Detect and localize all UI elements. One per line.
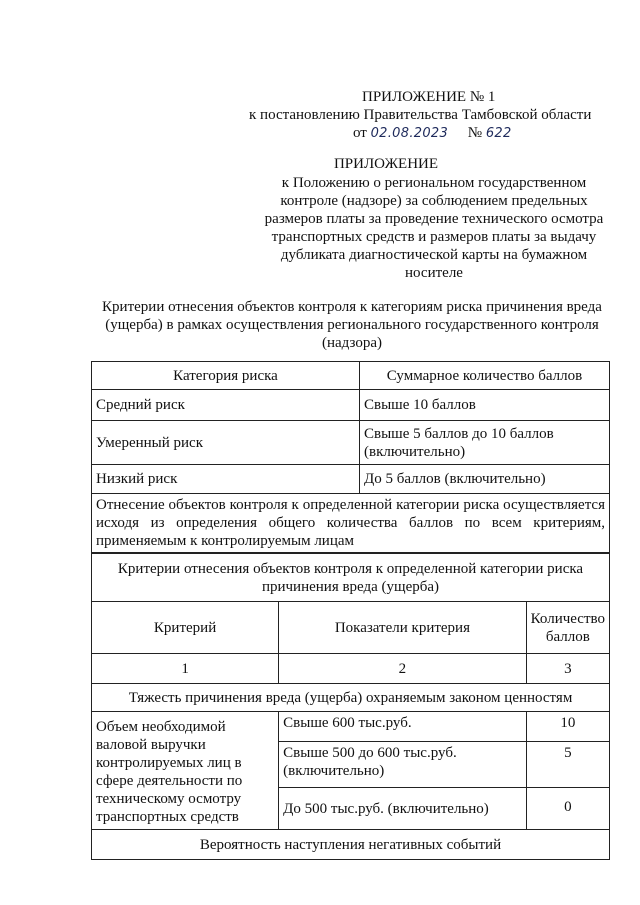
main-title-line: (ущерба) в рамках осуществления регионального государственного контроля	[105, 317, 599, 333]
criteria-header-score: Количество баллов	[526, 602, 609, 654]
indicator-text: До 500 тыс.руб. (включительно)	[279, 788, 526, 830]
main-title-line: Критерии отнесения объектов контроля к категориям риска причинения вреда	[102, 299, 602, 315]
indicator-score: 5	[526, 742, 609, 788]
risk-category-table	[91, 361, 610, 553]
sub-appendix-text	[248, 174, 620, 282]
criteria-table-title: Критерии отнесения объектов контроля к определенной категории риска причинения вреда (ущерба)	[92, 554, 610, 602]
date-value: 02.08.2023	[370, 126, 449, 141]
sub-appendix-line: к Положению о региональном государственном	[281, 175, 587, 191]
date-line	[353, 124, 512, 143]
main-title-line: (надзора)	[322, 335, 382, 351]
column-number: 2	[279, 654, 526, 684]
criteria-header-criterion: Критерий	[92, 602, 279, 654]
sub-appendix-line: размеров платы за проведение технического осмотра	[264, 211, 604, 227]
risk-row-points: Свыше 10 баллов	[360, 390, 610, 421]
appendix-title: ПРИЛОЖЕНИЕ № 1	[362, 89, 496, 105]
indicator-score: 0	[526, 788, 609, 830]
risk-note: Отнесение объектов контроля к определенной категории риска осуществляется исходя из определения общего количества баллов по всем критериям, применяемым к контролируемым лицам	[92, 494, 610, 553]
indicator-text: Свыше 600 тыс.руб.	[279, 712, 526, 742]
date-prefix: от	[353, 125, 367, 141]
indicator-score: 10	[526, 712, 609, 742]
indicator-text: Свыше 500 до 600 тыс.руб. (включительно)	[279, 742, 526, 788]
sub-appendix-line: транспортных средств и размеров платы за выдачу	[271, 229, 597, 245]
column-number: 3	[526, 654, 609, 684]
risk-row-category: Средний риск	[92, 390, 360, 421]
risk-row-category: Низкий риск	[92, 465, 360, 494]
risk-row-category: Умеренный риск	[92, 421, 360, 465]
risk-row-points: Свыше 5 баллов до 10 баллов (включительно)	[360, 421, 610, 465]
risk-row-points: До 5 баллов (включительно)	[360, 465, 610, 494]
sub-appendix-title: ПРИЛОЖЕНИЕ	[333, 156, 439, 172]
number-prefix: №	[467, 125, 483, 141]
sub-appendix-line: дубликата диагностической карты на бумажном	[280, 247, 588, 263]
main-title	[82, 298, 622, 352]
criterion-revenue: Объем необходимой валовой выручки контролируемых лиц в сфере деятельности по техническому осмотру транспортных средств	[92, 712, 279, 830]
criteria-table	[91, 553, 610, 860]
risk-header-points: Суммарное количество баллов	[360, 362, 610, 390]
criteria-header-indicators: Показатели критерия	[279, 602, 526, 654]
column-number: 1	[92, 654, 279, 684]
sub-appendix-line: носителе	[405, 265, 463, 281]
section-severity: Тяжесть причинения вреда (ущерба) охраняемым законом ценностям	[92, 684, 610, 712]
resolution-line: к постановлению Правительства Тамбовской области	[249, 107, 592, 123]
number-value: 622	[485, 126, 512, 141]
sub-appendix-line: контроле (надзоре) за соблюдением предельных	[280, 193, 588, 209]
section-probability: Вероятность наступления негативных событий	[92, 830, 610, 860]
risk-header-category: Категория риска	[92, 362, 360, 390]
